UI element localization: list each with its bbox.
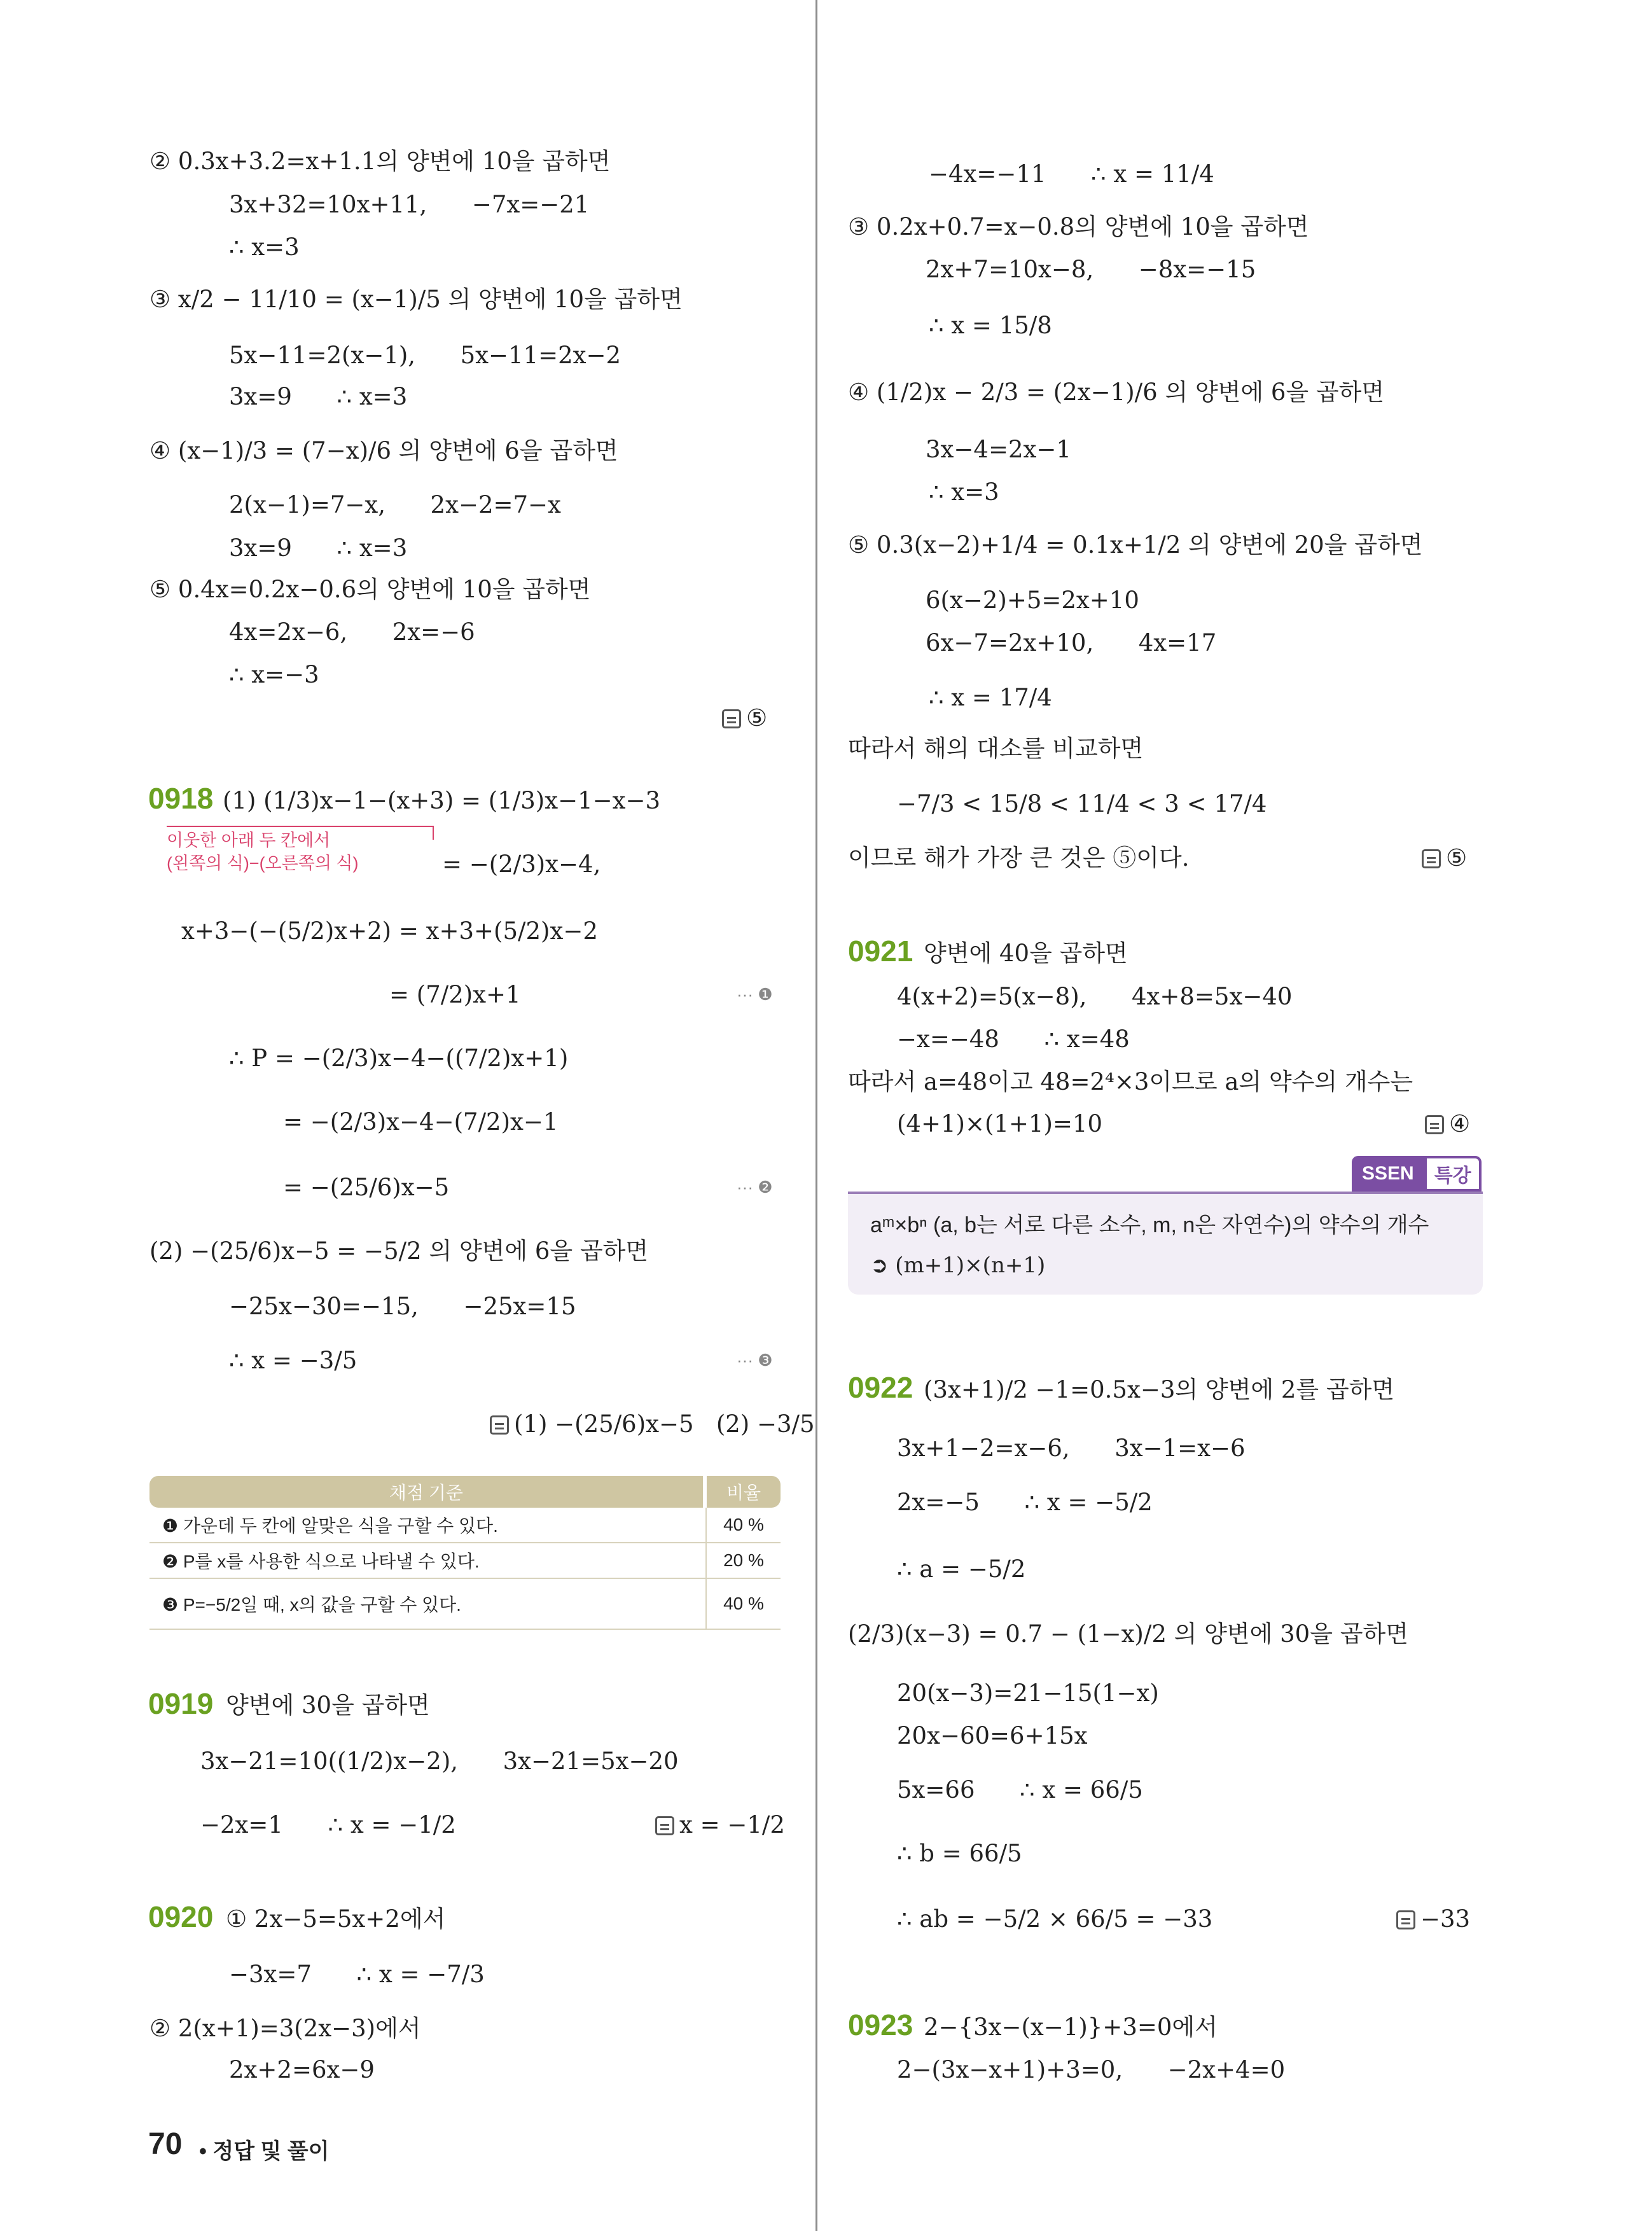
solution-line: −4x=−11 ∴ x = 11/4: [929, 160, 1214, 188]
answer-0922: [1396, 1907, 1470, 1931]
solution-line: 이므로 해가 가장 큰 것은 ⑤이다.: [848, 844, 1190, 872]
solution-line: ∴ x = 15/8: [929, 312, 1052, 339]
solution-line: 3x−4=2x−1: [926, 436, 1071, 463]
ratio-cell: 40 %: [705, 1579, 781, 1629]
answer-0921: [1425, 1112, 1470, 1136]
solution-line: −7/3 < 15/8 < 11/4 < 3 < 17/4: [897, 790, 1267, 817]
page-number: 70: [148, 2127, 183, 2161]
ssen-sublabel: 특강: [1424, 1156, 1482, 1192]
problem-number: 0918: [148, 782, 214, 815]
solution-line: 2(x−1)=7−x, 2x−2=7−x: [229, 491, 561, 518]
answer-value: x = −1/2: [679, 1811, 785, 1838]
solution-line: (2) −(25/6)x−5 = −5/2 의 양변에 6을 곱하면: [149, 1237, 649, 1265]
solution-line: 2x+7=10x−8, −8x=−15: [926, 256, 1256, 283]
solution-line: ∴ x = 17/4: [929, 684, 1052, 711]
solution-line: −3x=7 ∴ x = −7/3: [229, 1961, 485, 1988]
solution-line: ∴ x=3: [929, 478, 999, 506]
solution-line: 4x=2x−6, 2x=−6: [229, 618, 475, 646]
solution-line: (2/3)(x−3) = 0.7 − (1−x)/2 의 양변에 30을 곱하면: [848, 1620, 1408, 1648]
answer-0917: [722, 706, 767, 730]
note-underline: [433, 826, 434, 840]
table-row: [149, 1579, 781, 1630]
header-criterion: 채점 기준: [149, 1476, 703, 1508]
ssen-tip-line: aᵐ×bⁿ (a, b는 서로 다른 소수, m, n은 자연수)의 약수의 개수: [870, 1213, 1429, 1237]
answer-icon: [1396, 1910, 1415, 1929]
solution-line: 3x=9 ∴ x=3: [229, 534, 408, 562]
problem-number: 0919: [148, 1687, 214, 1720]
solution-line: ∴ ab = −5/2 × 66/5 = −33: [897, 1905, 1213, 1933]
solution-line: 2x+2=6x−9: [229, 2056, 375, 2083]
ssen-tip-box: [848, 1192, 1483, 1295]
solution-line: 20x−60=6+15x: [897, 1722, 1088, 1749]
footer-label: • 정답 및 풀이: [199, 2139, 330, 2164]
solution-line: 6x−7=2x+10, 4x=17: [926, 629, 1217, 657]
solution-line: ∴ x=−3: [229, 661, 319, 688]
solution-line: = −(25/6)x−5: [283, 1174, 450, 1201]
criterion-cell: ❶ 가운데 두 칸에 알맞은 식을 구할 수 있다.: [162, 1516, 498, 1536]
solution-line: = −(2/3)x−4,: [442, 851, 601, 878]
answer-icon: [1422, 849, 1441, 868]
table-row: [149, 1543, 781, 1579]
ssen-tip-line: ➲ (m+1)×(n+1): [870, 1253, 1046, 1278]
solution-line: 2−{3x−(x−1)}+3=0에서: [924, 2013, 1218, 2041]
solution-line: ④ (1/2)x − 2/3 = (2x−1)/6 의 양변에 6을 곱하면: [848, 379, 1385, 406]
step-marker: ··· ❶: [737, 985, 773, 1004]
problem-number: 0922: [848, 1371, 913, 1404]
solution-line: 20(x−3)=21−15(1−x): [897, 1679, 1159, 1707]
solution-line: ③ x/2 − 11/10 = (x−1)/5 의 양변에 10을 곱하면: [149, 286, 683, 313]
answer-value: ⑤: [746, 704, 768, 732]
column-divider: [816, 0, 817, 2231]
solution-line: 양변에 30을 곱하면: [226, 1692, 430, 1719]
solution-line: 2−(3x−x+1)+3=0, −2x+4=0: [897, 2056, 1286, 2083]
solution-line: ④ (x−1)/3 = (7−x)/6 의 양변에 6을 곱하면: [149, 437, 618, 464]
solution-line: ∴ a = −5/2: [897, 1555, 1026, 1583]
table-header: [149, 1476, 781, 1508]
answer-value: ⑤: [1446, 844, 1468, 872]
answer-value: −33: [1420, 1905, 1471, 1933]
solution-line: ⑤ 0.3(x−2)+1/4 = 0.1x+1/2 의 양변에 20을 곱하면: [848, 531, 1423, 559]
solution-line: ② 0.3x+3.2=x+1.1의 양변에 10을 곱하면: [149, 148, 611, 175]
ssen-label: SSEN: [1352, 1156, 1424, 1192]
solution-line: x+3−(−(5/2)x+2) = x+3+(5/2)x−2: [181, 917, 598, 945]
criterion-cell: ❷ P를 x를 사용한 식으로 나타낼 수 있다.: [162, 1552, 480, 1571]
solution-line: 따라서 a=48이고 48=2⁴×3이므로 a의 약수의 개수는: [848, 1068, 1413, 1095]
answer-icon: [655, 1816, 674, 1835]
ratio-cell: 20 %: [705, 1543, 781, 1578]
ssen-tag: [1352, 1156, 1482, 1192]
ratio-cell: 40 %: [705, 1508, 781, 1542]
solution-line: 5x−11=2(x−1), 5x−11=2x−2: [229, 342, 621, 369]
solution-line: ③ 0.2x+0.7=x−0.8의 양변에 10을 곱하면: [848, 213, 1309, 240]
note-underline: [167, 826, 434, 827]
solution-line: 2x=−5 ∴ x = −5/2: [897, 1489, 1153, 1516]
solution-line: ∴ b = 66/5: [897, 1840, 1022, 1867]
solution-line: ① 2x−5=5x+2에서: [226, 1905, 446, 1933]
solution-line: = −(2/3)x−4−(7/2)x−1: [283, 1108, 559, 1136]
table-row: [149, 1508, 781, 1543]
answer-icon: [490, 1415, 509, 1435]
solution-line: = (7/2)x+1: [389, 981, 521, 1008]
solution-line: 양변에 40을 곱하면: [924, 940, 1128, 967]
solution-line: 4(x+2)=5(x−8), 4x+8=5x−40: [897, 983, 1293, 1010]
solution-line: 따라서 해의 대소를 비교하면: [848, 735, 1144, 762]
criterion-cell: ❸ P=−5/2일 때, x의 값을 구할 수 있다.: [162, 1595, 461, 1615]
solution-line: ∴ x = −3/5: [229, 1347, 357, 1374]
solution-line: 3x−21=10((1/2)x−2), 3x−21=5x−20: [200, 1748, 679, 1775]
solution-line: 3x+1−2=x−6, 3x−1=x−6: [897, 1435, 1246, 1462]
solution-line: −2x=1 ∴ x = −1/2: [200, 1811, 456, 1838]
header-ratio: 비율: [707, 1476, 781, 1508]
solution-line: −x=−48 ∴ x=48: [897, 1025, 1130, 1053]
solution-line: ∴ P = −(2/3)x−4−((7/2)x+1): [229, 1045, 569, 1072]
answer-0920: [1422, 846, 1467, 870]
solution-line: 5x=66 ∴ x = 66/5: [897, 1776, 1143, 1804]
step-marker: ··· ❸: [737, 1351, 773, 1370]
answer-icon: [1425, 1115, 1444, 1134]
answer-0919: [655, 1813, 785, 1837]
answer-value: (1) −(25/6)x−5 (2) −3/5: [514, 1410, 815, 1438]
solution-line: ⑤ 0.4x=0.2x−0.6의 양변에 10을 곱하면: [149, 576, 591, 603]
solution-line: 6(x−2)+5=2x+10: [926, 587, 1139, 614]
solution-line: −25x−30=−15, −25x=15: [229, 1293, 576, 1320]
solution-line: (4+1)×(1+1)=10: [897, 1110, 1102, 1137]
answer-0918: [490, 1412, 815, 1436]
problem-number: 0920: [148, 1900, 214, 1933]
solution-line: 3x=9 ∴ x=3: [229, 383, 408, 410]
solution-line: (1) (1/3)x−1−(x+3) = (1/3)x−1−x−3: [223, 787, 661, 814]
solution-line: ② 2(x+1)=3(2x−3)에서: [149, 2015, 421, 2042]
solution-line: 3x+32=10x+11, −7x=−21: [229, 191, 590, 218]
margin-note: 이웃한 아래 두 칸에서 (왼쪽의 식)−(오른쪽의 식): [167, 831, 359, 873]
step-marker: ··· ❷: [737, 1178, 773, 1197]
answer-value: ④: [1449, 1110, 1471, 1137]
problem-number: 0921: [848, 935, 913, 968]
solution-line: ∴ x=3: [229, 233, 300, 261]
solution-line: (3x+1)/2 −1=0.5x−3의 양변에 2를 곱하면: [924, 1376, 1395, 1403]
answer-icon: [722, 709, 741, 728]
grading-table: [149, 1476, 781, 1630]
problem-number: 0923: [848, 2008, 913, 2041]
